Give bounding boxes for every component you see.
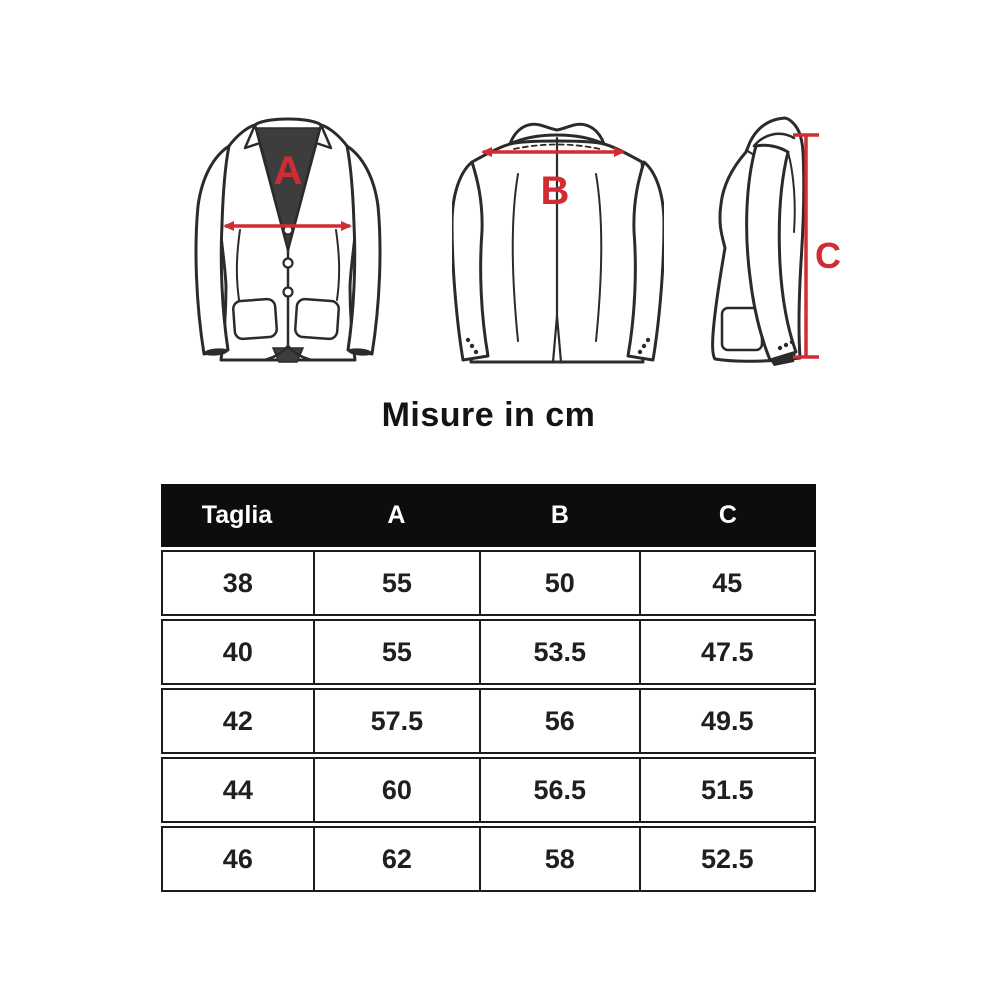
table-row: [161, 688, 816, 754]
jacket-side-view: [700, 112, 848, 366]
measurement-label-c: C: [815, 235, 841, 276]
jacket-side-outline: [713, 118, 804, 366]
jacket-side-illustration: [700, 112, 848, 366]
header-taglia: Taglia: [201, 501, 273, 529]
table-row: [161, 826, 816, 892]
header-a: A: [387, 501, 406, 529]
cell-size: 42: [222, 705, 253, 736]
cell-c: 45: [639, 552, 815, 614]
cell-size: 44: [222, 774, 253, 805]
jacket-front-view: [176, 108, 396, 366]
cell-a: 60: [313, 759, 479, 821]
cell-c: 51.5: [639, 759, 815, 821]
cell-c: 47.5: [639, 621, 815, 683]
page-title: Misure in cm: [381, 396, 596, 434]
table-row: [161, 757, 816, 823]
cell-size: 40: [222, 636, 253, 667]
header-c: C: [718, 501, 737, 529]
jacket-back-outline: [452, 124, 664, 362]
cell-b: 56.5: [479, 759, 638, 821]
size-table-header-row: [161, 484, 816, 547]
cell-b: 53.5: [479, 621, 638, 683]
jacket-back-view: [452, 116, 664, 366]
front-left-pocket: [233, 299, 278, 340]
cell-a: 55: [313, 552, 479, 614]
cell-b: 50: [479, 552, 638, 614]
cell-size: 46: [222, 843, 253, 874]
measurement-label-b: B: [540, 169, 570, 213]
cell-a: 55: [313, 621, 479, 683]
cell-size: 38: [222, 567, 253, 598]
front-right-pocket: [295, 299, 340, 340]
cell-c: 52.5: [639, 828, 815, 890]
table-row: [161, 619, 816, 685]
table-row: [161, 550, 816, 616]
cell-a: 62: [313, 828, 479, 890]
cell-c: 49.5: [639, 690, 815, 752]
jacket-back-illustration: [452, 116, 664, 366]
cell-b: 56: [479, 690, 638, 752]
size-table: [161, 484, 816, 892]
jacket-front-illustration: [176, 108, 396, 366]
measurement-label-a: A: [273, 149, 303, 193]
header-b: B: [550, 501, 569, 529]
cell-a: 57.5: [313, 690, 479, 752]
cell-b: 58: [479, 828, 638, 890]
